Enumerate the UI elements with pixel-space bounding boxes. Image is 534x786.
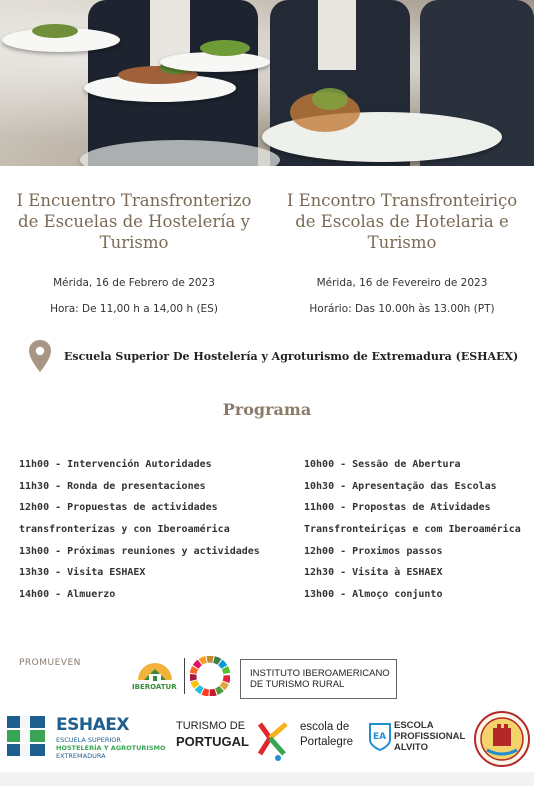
event-date-es: Mérida, 16 de Febrero de 2023 (53, 277, 215, 289)
agenda-item: 13h30 - Visita ESHAEX (19, 567, 146, 579)
agenda-item: transfronterizas y con Iberoamérica (19, 524, 230, 536)
logo-divider (184, 658, 185, 694)
eshaex-logo: ESHAEX ESCUELA SUPERIOR HOSTELERÍA Y AGROTURISMO EXTREMADURA (6, 715, 166, 763)
event-title-pt: I Encontro Transfronteiriço de Escolas de Hotelaria e Turismo (286, 191, 518, 252)
escola-alvito-logo: EA ESCOLA PROFISSIONAL ALVITO (366, 718, 470, 758)
agenda-item: 12h30 - Visita à ESHAEX (304, 567, 443, 579)
agenda-item: 11h00 - Intervención Autoridades (19, 459, 212, 470)
turismo-de-portugal-logo: TURISMO DE PORTUGAL (176, 720, 296, 764)
agenda-item: 10h00 - Sessão de Abertura (304, 459, 461, 470)
sdg-wheel-logo (190, 656, 230, 696)
agenda-item: 12h00 - Propuestas de actividades (19, 502, 218, 514)
agenda-es (19, 454, 289, 606)
hero-photo (0, 0, 534, 166)
venue-name: Escuela Superior De Hostelería y Agroturismo de Extremadura (ESHAEX) (64, 349, 519, 363)
map-pin-icon (28, 339, 52, 373)
instituto-iberoamericano-logo: INSTITUTO IBEROAMERICANO DE TURISMO RURAL (240, 659, 397, 699)
escola-portalegre-logo: escola de Portalegre (300, 721, 354, 748)
agenda-item: 12h00 - Proximos passos (304, 545, 443, 557)
event-time-es: Hora: De 11,00 h a 14,00 h (ES) (50, 303, 218, 315)
venue (28, 338, 528, 374)
agenda-item: 13h00 - Próximas reuniones y actividades (19, 545, 260, 557)
svg-text:EA: EA (373, 732, 387, 742)
promueven-label: PROMUEVEN (19, 658, 81, 668)
agenda-item: 11h00 - Propostas de Atividades (304, 502, 491, 514)
event-title-es: I Encuentro Transfronterizo de Escuelas de Hostelería y Turismo (16, 191, 252, 252)
agenda-pt (304, 454, 534, 606)
bottom-strip (0, 772, 534, 786)
agenda-item: 10h30 - Apresentação das Escolas (304, 480, 497, 492)
event-date-pt: Mérida, 16 de Fevereiro de 2023 (316, 277, 488, 289)
iberoatur-logo: IBEROATUR (130, 656, 180, 696)
agenda-item: 14h00 - Almuerzo (19, 589, 116, 601)
programa-heading: Programa (222, 400, 312, 419)
agenda-item: 11h30 - Ronda de presentaciones (19, 480, 206, 492)
event-time-pt: Horário: Das 10.00h às 13.00h (PT) (309, 303, 495, 315)
orellana-crest-logo (473, 710, 531, 768)
agenda-item: 13h00 - Almoço conjunto (304, 589, 443, 601)
agenda-item: Transfronteiriças e com Iberoamérica (304, 524, 521, 536)
